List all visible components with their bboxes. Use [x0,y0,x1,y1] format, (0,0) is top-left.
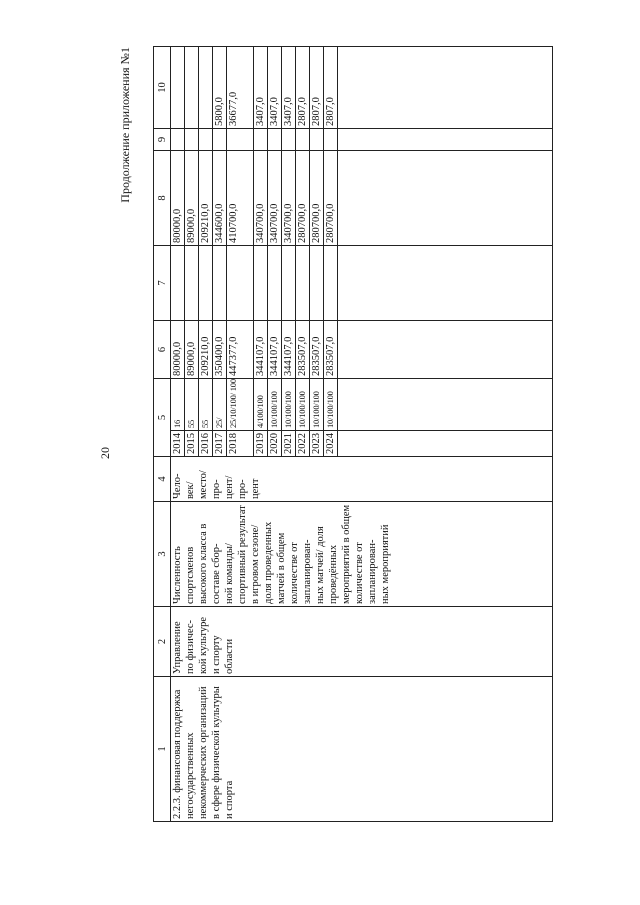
col10-cell [171,47,185,129]
column-number: 1 [154,677,171,822]
value-cell: 55 [185,379,199,431]
col8-cell: 280700,0 [310,151,324,246]
program-table [153,46,553,822]
empty-cell [338,151,553,246]
col7-cell [171,246,185,321]
column-number: 2 [154,607,171,677]
col8-cell: 280700,0 [324,151,338,246]
col6-cell: 344107,0 [268,321,282,379]
col6-cell: 344107,0 [254,321,268,379]
col7-cell [199,246,213,321]
year-cell: 2018 [227,431,254,457]
col8-cell: 410700,0 [227,151,254,246]
col8-cell: 89000,0 [185,151,199,246]
col10-cell: 3407,0 [268,47,282,129]
col8-cell: 209210,0 [199,151,213,246]
col6-cell: 80000,0 [171,321,185,379]
year-cell: 2020 [268,431,282,457]
col9-cell [324,129,338,151]
col10-cell: 5800,0 [213,47,227,129]
measure-cell: 2.2.3. финансовая поддержка негосударственных некоммерческих организаций в сфере физической культуры и спорта [171,677,553,822]
executor-cell: Управление по физичес- кой культуре и спорту области [171,607,553,677]
col6-cell: 283507,0 [310,321,324,379]
year-cell: 2014 [171,431,185,457]
empty-cell [338,379,553,431]
value-cell: 55 [199,379,213,431]
col7-cell [254,246,268,321]
col9-cell [268,129,282,151]
col9-cell [199,129,213,151]
column-number-row [154,47,171,822]
year-cell: 2019 [254,431,268,457]
value-cell: 25/10/100/ 100 [227,379,254,431]
column-number: 3 [154,502,171,607]
value-cell: 25/ [213,379,227,431]
year-cell: 2024 [324,431,338,457]
value-cell: 10/100/100 [296,379,310,431]
column-number: 6 [154,321,171,379]
column-number: 5 [154,379,171,457]
col6-cell: 209210,0 [199,321,213,379]
value-cell: 10/100/100 [268,379,282,431]
col9-cell [185,129,199,151]
indicator-cell: Численность спортсменов высокого класса в составе сбор- ной команды/ спортивный результат в игровом сезоне/ доля проведенных матчей в общем количестве от запланирован- ных матчей/ доля проведённых мероприятий в общем количестве от запланирован- ных мероприятий [171,502,553,607]
col8-cell: 340700,0 [268,151,282,246]
col9-cell [213,129,227,151]
col10-cell: 3407,0 [282,47,296,129]
col9-cell [227,129,254,151]
col10-cell: 2807,0 [324,47,338,129]
col7-cell [268,246,282,321]
col6-cell: 447377,0 [227,321,254,379]
col9-cell [171,129,185,151]
empty-cell [338,431,553,457]
col7-cell [213,246,227,321]
empty-cell [338,47,553,129]
col6-cell: 350400,0 [213,321,227,379]
column-number: 9 [154,129,171,151]
col8-cell: 80000,0 [171,151,185,246]
year-cell: 2021 [282,431,296,457]
value-cell: 10/100/100 [310,379,324,431]
col8-cell: 280700,0 [296,151,310,246]
value-cell: 4/100/100 [254,379,268,431]
document-page [98,47,640,822]
col10-cell: 2807,0 [296,47,310,129]
col10-cell: 2807,0 [310,47,324,129]
col9-cell [282,129,296,151]
empty-cell [338,321,553,379]
col6-cell: 89000,0 [185,321,199,379]
column-number: 4 [154,457,171,502]
col9-cell [310,129,324,151]
column-number: 7 [154,246,171,321]
year-cell: 2022 [296,431,310,457]
continuation-label: Продолжение приложения №1 [118,47,132,203]
value-cell: 10/100/100 [324,379,338,431]
year-cell: 2015 [185,431,199,457]
year-cell: 2023 [310,431,324,457]
col10-cell: 36677,0 [227,47,254,129]
column-number: 10 [154,47,171,129]
col7-cell [227,246,254,321]
col10-cell: 3407,0 [254,47,268,129]
col10-cell [199,47,213,129]
year-cell: 2016 [199,431,213,457]
col9-cell [254,129,268,151]
col7-cell [296,246,310,321]
value-cell: 10/100/100 [282,379,296,431]
col7-cell [324,246,338,321]
col8-cell: 340700,0 [282,151,296,246]
col6-cell: 283507,0 [324,321,338,379]
col7-cell [282,246,296,321]
unit-cell: Чело- век/ место/ про- цент/ про- цент [171,457,553,502]
value-cell: 16 [171,379,185,431]
col7-cell [310,246,324,321]
column-number: 8 [154,151,171,246]
table-row [171,47,185,822]
empty-cell [338,246,553,321]
table-body [171,47,553,822]
page-number: 20 [98,447,112,459]
col8-cell: 344600,0 [213,151,227,246]
col7-cell [185,246,199,321]
year-cell: 2017 [213,431,227,457]
col9-cell [296,129,310,151]
empty-cell [338,129,553,151]
col8-cell: 340700,0 [254,151,268,246]
col10-cell [185,47,199,129]
col6-cell: 344107,0 [282,321,296,379]
col6-cell: 283507,0 [296,321,310,379]
